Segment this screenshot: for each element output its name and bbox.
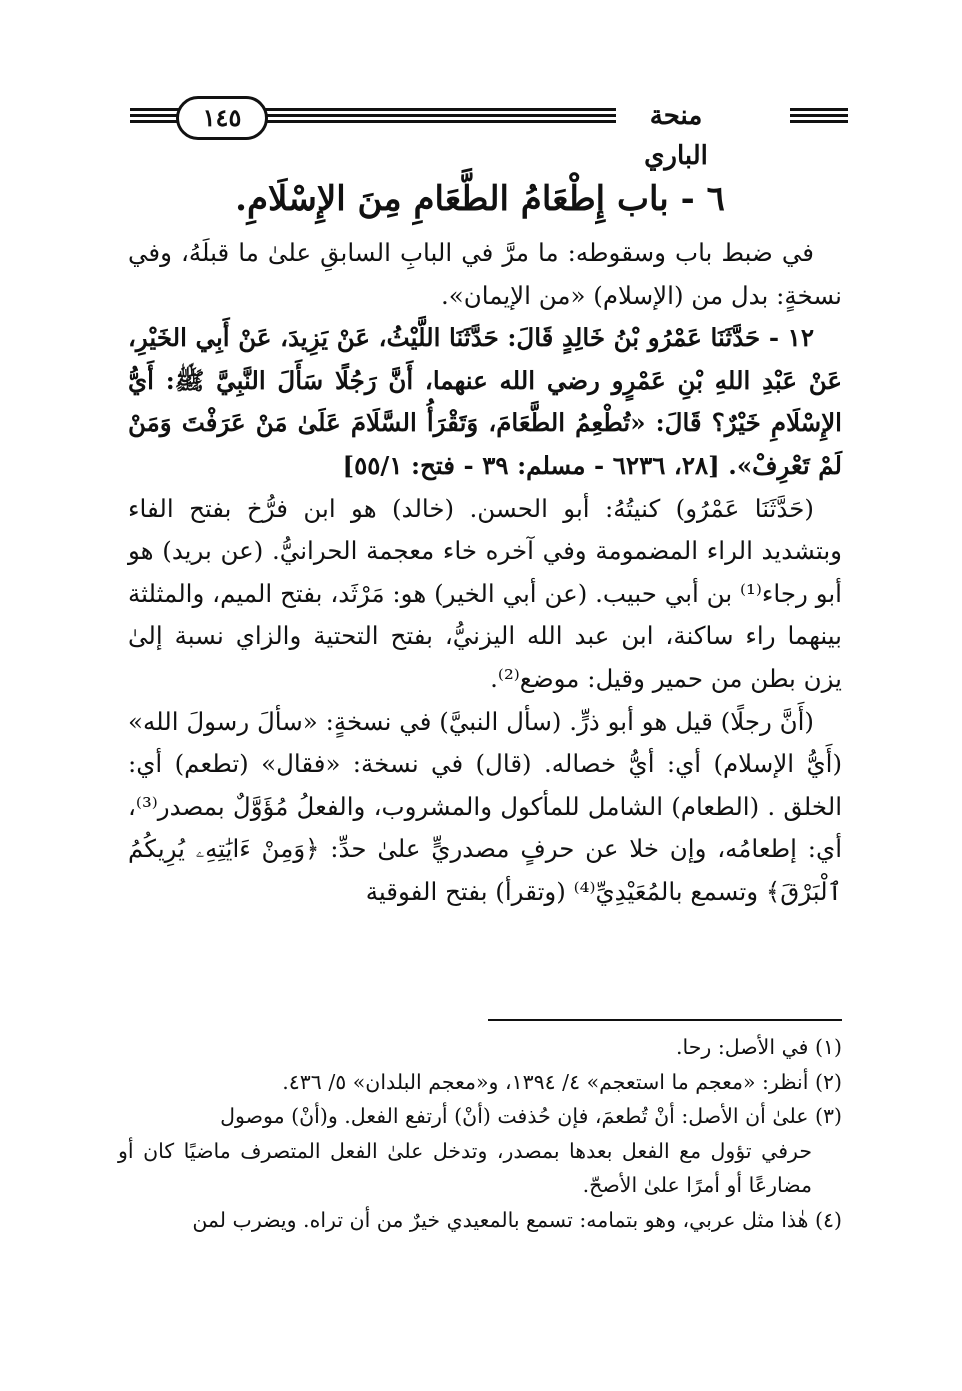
running-title: منحة الباري [616,96,736,136]
header-rule-middle [262,106,616,124]
hadith-text: ١٢ - حَدَّثَنَا عَمْرُو بْنُ خَالِدٍ قَالَ: حَدَّثَنَا اللَّيْثُ، عَنْ يَزِيدَ، عَنْ أَبِي الخَيْرِ، عَنْ عَبْدِ اللهِ بْنِ عَمْرٍو رضي الله عنهما، أَنَّ رَجُلًا سَأَلَ النَّبِيَّ ﷺ: أَيُّ الإِسْلَامِ خَيْرٌ؟ قَالَ: «تُطْعِمُ الطَّعَامَ، وَتَقْرَأُ السَّلَامَ عَلَىٰ مَنْ عَرَفْتَ وَمَنْ لَمْ تَعْرِفْ». [٢٨، ٦٢٣٦ - مسلم: ٣٩ - فتح: ٥٥/١] [128,323,842,480]
footnote-1: (١) في الأصل: رحا. [675,1035,842,1059]
paragraph-commentary-1: (حَدَّثَنَا عَمْرُو) كنيتُهُ: أبو الحسن. (خالد) هو ابن فرُّخ بفتح الفاء وبتشديد الراء المضمومة وفي آخره خاء معجمة الحرانيُّ. (عن بريد) هو أبو رجاء⁽¹⁾ بن أبي حبيب. (عن أبي الخير) هو: مَرْثَد، بفتح الميم، والمثلثة بينهما راء ساكنة، ابن عبد الله اليزنيُّ، بفتح التحتية والزاي نسبة إلىٰ يزن بطن من حمير وقيل: موضع⁽²⁾. [128,493,842,693]
footnote-3-continued: حرفي تؤول مع الفعل بعدها بمصدر، وتدخل علىٰ الفعل المتصرف ماضيًا كان أو مضارعًا أو أمرًا علىٰ الأصحّ. [118,1138,812,1198]
footnotes [118,1030,842,1238]
footnote-4: (٤) هٰذا مثل عربي، وهو بتمامه: تسمع بالمعيدي خيرٌ من أن تراه. ويضرب لمن [192,1207,842,1232]
footnote-separator [488,1019,842,1021]
chapter-title: ٦ - باب إِطْعَامُ الطَّعَامِ مِنَ الإِسْلَامِ. [235,179,725,219]
header-rule-left [130,106,180,124]
paragraph-commentary-2: (أَنَّ رجلًا) قيل هو أبو ذرٍّ. (سأل النبيَّ) في نسخةٍ: «سألَ رسولَ الله» (أَيُّ الإسلام) أي: أيُّ خصاله. (قال) في نسخة: «فقال» (تطعم) أي: الخلق . (الطعام) الشامل للمأكول والمشروب، والفعلُ مُؤَوَّلٌ بمصدر⁽³⁾، أي: إطعامُه، وإن خلا عن حرفٍ مصدريٍّ علىٰ حدِّ: ﴿وَمِنْ ءَايَٰتِهِۦ يُرِيكُمُ ٱلْبَرْقَ﴾ وتسمع بالمُعَيْدِيِّ⁽⁴⁾ (وتقرأ) بفتح الفوقية [128,706,842,906]
paragraph-intro: في ضبط باب وسقوطه: ما مرَّ في البابِ السابقِ علىٰ ما قبلَهُ، وفي نسخةٍ: بدل من (الإسلام) «من الإيمان». [128,238,842,310]
header-rule-right [790,108,848,122]
footnote-2: (٢) أنظر: «معجم ما استعجم» ٤/ ١٣٩٤، و«معجم البلدان» ٥/ ٤٣٦. [282,1069,842,1094]
footnote-3: (٣) علىٰ أن الأصل: أنْ تُطعمَ، فإن حُذفت (أنْ) أرتفع الفعل. و(أنْ) موصول [220,1104,842,1129]
body-text [128,232,842,914]
page-number: ١٤٥ [176,96,268,140]
